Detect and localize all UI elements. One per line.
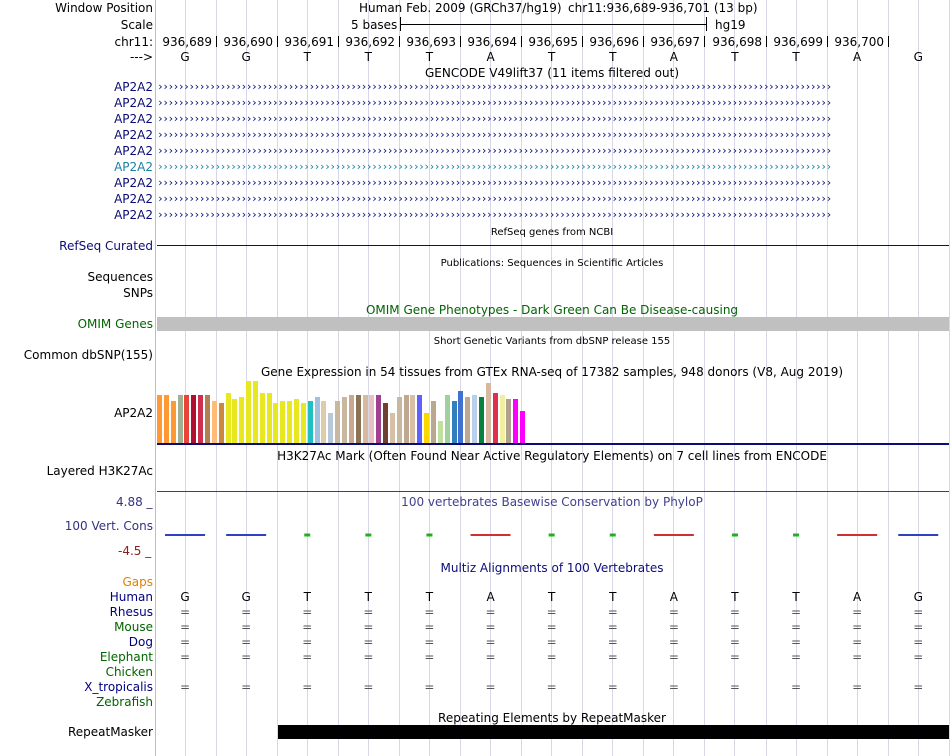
alignment-match: = (729, 635, 740, 649)
dbsnp-label[interactable]: Common dbSNP(155) (23, 348, 153, 362)
alignment-match: = (485, 650, 496, 664)
gencode-transcript[interactable]: ››››››››››››››››››››››››››››››››››››››››››››››››››››››››››››››››››››››››››››››››››››››››››››››››››››››››››››››››››››››››››››››››› (157, 98, 831, 108)
gtex-bar[interactable] (452, 401, 457, 443)
base-letter: A (486, 50, 495, 64)
alignment-match: = (852, 635, 863, 649)
gencode-transcript[interactable]: ››››››››››››››››››››››››››››››››››››››››››››››››››››››››››››››››››››››››››››››››››››››››››››››››››››››››››››››››››››››››››››››››› (157, 178, 831, 188)
alignment-match: = (241, 650, 252, 664)
gtex-track-title[interactable]: Gene Expression in 54 tissues from GTEx RNA-seq of 17382 samples, 948 donors (V8, Aug 2019) (260, 365, 844, 379)
scale-bar-right-tick (706, 17, 707, 31)
ruler-tick-label: 936,695 (528, 35, 578, 49)
species-label[interactable]: Rhesus (109, 605, 153, 619)
gtex-bar[interactable] (410, 395, 415, 443)
omim-track-title[interactable]: OMIM Gene Phenotypes - Dark Green Can Be Disease-causing (365, 303, 739, 317)
gtex-bar[interactable] (178, 395, 183, 443)
assembly-text: Human Feb. 2009 (GRCh37/hg19) (359, 1, 562, 15)
alignment-match: = (546, 635, 557, 649)
alignment-match: = (913, 650, 924, 664)
alignment-match: = (424, 680, 435, 694)
alignment-match: = (913, 605, 924, 619)
gtex-bar[interactable] (267, 393, 272, 443)
alignment-match: = (791, 620, 802, 634)
ruler-tick-label: 936,694 (467, 35, 517, 49)
alignment-match: = (729, 620, 740, 634)
species-label[interactable]: Human (109, 590, 153, 604)
ruler-tick-mark (582, 36, 583, 47)
gtex-bar[interactable] (226, 393, 231, 443)
refseq-label[interactable]: RefSeq Curated (59, 239, 153, 253)
species-label[interactable]: X_tropicalis (84, 680, 153, 694)
gtex-bar[interactable] (239, 397, 244, 443)
alignment-match: = (180, 635, 191, 649)
alignment-match: = (363, 650, 374, 664)
scale-bar-left-tick (400, 17, 401, 31)
alignment-match: = (607, 650, 618, 664)
gtex-bar[interactable] (458, 391, 463, 443)
repeat-track-title[interactable]: Repeating Elements by RepeatMasker (438, 711, 666, 725)
gtex-bar[interactable] (376, 395, 381, 443)
gtex-bar[interactable] (390, 413, 395, 443)
alignment-match: = (180, 650, 191, 664)
alignment-match: = (424, 635, 435, 649)
gtex-bar[interactable] (260, 393, 265, 443)
gencode-gene-label[interactable]: AP2A2 (114, 160, 153, 174)
omim-label[interactable]: OMIM Genes (77, 317, 153, 331)
species-label[interactable]: Elephant (99, 650, 153, 664)
ruler-tick-mark (399, 36, 400, 47)
ruler-tick-label: 936,696 (589, 35, 639, 49)
alignment-match: = (852, 650, 863, 664)
alignment-match: = (302, 635, 313, 649)
ruler-tick-mark (338, 36, 339, 47)
alignment-match: = (241, 635, 252, 649)
gencode-gene-label[interactable]: AP2A2 (114, 80, 153, 94)
gtex-bar[interactable] (397, 397, 402, 443)
alignment-match: = (241, 620, 252, 634)
gtex-bar[interactable] (191, 395, 196, 443)
alignment-match: = (668, 635, 679, 649)
gencode-track-title[interactable]: GENCODE V49lift37 (11 items filtered out) (424, 66, 680, 80)
ruler-tick-label: 936,699 (773, 35, 823, 49)
alignment-match: = (852, 680, 863, 694)
gtex-bar[interactable] (164, 395, 169, 443)
ruler-tick-label: 936,693 (406, 35, 456, 49)
pubs-label-sequences[interactable]: Sequences (87, 270, 153, 284)
alignment-base: G (180, 590, 190, 604)
alignment-base: A (669, 590, 678, 604)
alignment-match: = (485, 620, 496, 634)
repeat-element-bar[interactable] (278, 725, 949, 739)
alignment-match: = (607, 635, 618, 649)
alignment-match: = (302, 620, 313, 634)
ruler-tick-mark (704, 36, 705, 47)
alignment-match: = (180, 680, 191, 694)
alignment-match: = (607, 605, 618, 619)
omim-gene-bar[interactable] (157, 317, 949, 331)
gtex-bar[interactable] (500, 395, 505, 443)
gtex-bar[interactable] (294, 399, 299, 443)
scale-label: Scale (120, 18, 153, 32)
phylop-label[interactable]: 100 Vert. Cons (64, 519, 153, 533)
gencode-transcript[interactable]: ››››››››››››››››››››››››››››››››››››››››››››››››››››››››››››››››››››››››››››››››››››››››››››››››››››››››››››››››››››››››››››››››› (157, 194, 831, 204)
alignment-match: = (913, 620, 924, 634)
gencode-gene-label[interactable]: AP2A2 (114, 176, 153, 190)
alignment-match: = (485, 635, 496, 649)
alignment-match: = (180, 605, 191, 619)
phylop-wiggle[interactable] (0, 520, 950, 550)
alignment-match: = (729, 680, 740, 694)
ruler-tick-label: 936,689 (162, 35, 212, 49)
alignment-match: = (791, 650, 802, 664)
alignment-match: = (241, 680, 252, 694)
h3k27ac-label[interactable]: Layered H3K27Ac (46, 464, 153, 478)
gtex-bar[interactable] (438, 421, 443, 443)
species-label[interactable]: Chicken (105, 665, 153, 679)
gtex-bar[interactable] (315, 397, 320, 443)
alignment-match: = (302, 680, 313, 694)
base-letter: G (913, 50, 923, 64)
alignment-base: G (913, 590, 923, 604)
alignment-match: = (424, 605, 435, 619)
gtex-bar[interactable] (479, 397, 484, 443)
alignment-match: = (668, 620, 679, 634)
alignment-base: T (425, 590, 434, 604)
alignment-match: = (729, 605, 740, 619)
base-letter: A (669, 50, 678, 64)
base-letter: A (853, 50, 862, 64)
h3k27ac-track-title[interactable]: H3K27Ac Mark (Often Found Near Active Regulatory Elements) on 7 cell lines from ENCODE (277, 449, 827, 463)
alignment-match: = (852, 620, 863, 634)
ruler-tick-mark (766, 36, 767, 47)
alignment-match: = (424, 620, 435, 634)
gtex-bar[interactable] (472, 395, 477, 443)
alignment-base: T (547, 590, 556, 604)
alignment-match: = (485, 680, 496, 694)
refseq-track-title[interactable]: RefSeq genes from NCBI (490, 227, 614, 238)
gtex-bar[interactable] (219, 403, 224, 443)
species-label[interactable]: Gaps (122, 575, 153, 589)
alignment-base: A (853, 590, 862, 604)
alignment-match: = (668, 680, 679, 694)
gtex-label[interactable]: AP2A2 (114, 406, 153, 420)
gtex-bar[interactable] (486, 383, 491, 443)
alignment-match: = (791, 635, 802, 649)
alignment-base: T (609, 590, 617, 604)
gtex-bar[interactable] (212, 401, 217, 443)
ruler-tick-label: 936,698 (712, 35, 762, 49)
phylop-max: 4.88 _ (116, 495, 153, 509)
alignment-match: = (607, 680, 618, 694)
chrom-label[interactable]: chr11: (114, 35, 153, 49)
base-letter: T (609, 50, 617, 64)
gtex-bar[interactable] (417, 395, 422, 443)
gtex-bar[interactable] (198, 395, 203, 443)
gtex-bar[interactable] (520, 411, 525, 443)
gencode-gene-label[interactable]: AP2A2 (114, 192, 153, 206)
gtex-bar[interactable] (232, 399, 237, 443)
gtex-bar[interactable] (246, 381, 251, 443)
scale-bar (400, 24, 707, 25)
pubs-track-title[interactable]: Publications: Sequences in Scientific Articles (440, 258, 664, 269)
species-label[interactable]: Mouse (114, 620, 153, 634)
scale-text: 5 bases (351, 18, 398, 32)
alignment-match: = (546, 620, 557, 634)
gtex-bar[interactable] (321, 401, 326, 443)
alignment-base: T (303, 590, 311, 604)
gtex-bar[interactable] (280, 401, 285, 443)
alignment-match: = (791, 605, 802, 619)
alignment-match: = (363, 605, 374, 619)
base-letter: T (547, 50, 556, 64)
dbsnp-track-title[interactable]: Short Genetic Variants from dbSNP release 155 (433, 336, 671, 347)
gencode-transcript[interactable]: ››››››››››››››››››››››››››››››››››››››››››››››››››››››››››››››››››››››››››››››››››››››››››››››››››››››››››››››››››››››››››››››››› (157, 210, 831, 220)
strand-label: ---> (129, 50, 153, 64)
gtex-bar[interactable] (308, 401, 313, 443)
gtex-bar[interactable] (431, 401, 436, 443)
alignment-match: = (363, 635, 374, 649)
gtex-bar[interactable] (369, 395, 374, 443)
refseq-gene-line[interactable] (157, 245, 949, 246)
alignment-match: = (729, 650, 740, 664)
gtex-bar[interactable] (356, 395, 361, 443)
gencode-gene-label[interactable]: AP2A2 (114, 112, 153, 126)
alignment-match: = (791, 680, 802, 694)
ruler-tick-mark (460, 36, 461, 47)
gtex-bar[interactable] (328, 413, 333, 443)
base-letter: T (303, 50, 311, 64)
gencode-transcript[interactable]: ››››››››››››››››››››››››››››››››››››››››››››››››››››››››››››››››››››››››››››››››››››››››››››››››››››››››››››››››››››››››››››››››› (157, 82, 831, 92)
gtex-bar[interactable] (383, 403, 388, 443)
gtex-bar[interactable] (335, 401, 340, 443)
alignment-base: A (486, 590, 495, 604)
gencode-transcript[interactable]: ››››››››››››››››››››››››››››››››››››››››››››››››››››››››››››››››››››››››››››››››››››››››››››››››››››››››››››››››››››››››››››››››› (157, 162, 831, 172)
gencode-transcript[interactable]: ››››››››››››››››››››››››››››››››››››››››››››››››››››››››››››››››››››››››››››››››››››››››››››››››››››››››››››››››››››››››››››››››› (157, 130, 831, 140)
gencode-gene-label[interactable]: AP2A2 (114, 208, 153, 222)
gtex-bar[interactable] (171, 401, 176, 443)
gtex-bar[interactable] (363, 395, 368, 443)
ruler-tick-label: 936,697 (650, 35, 700, 49)
ruler-tick-label: 936,692 (345, 35, 395, 49)
alignment-match: = (913, 635, 924, 649)
alignment-match: = (668, 605, 679, 619)
gtex-bar[interactable] (445, 395, 450, 443)
alignment-base: T (364, 590, 373, 604)
gtex-bar[interactable] (342, 397, 347, 443)
gtex-bar[interactable] (157, 395, 162, 443)
base-letter: T (364, 50, 373, 64)
alignment-match: = (485, 605, 496, 619)
gtex-bar[interactable] (287, 401, 292, 443)
species-label[interactable]: Dog (128, 635, 153, 649)
ruler-tick-mark (521, 36, 522, 47)
repeat-label[interactable]: RepeatMasker (67, 725, 153, 739)
alignment-match: = (668, 650, 679, 664)
gencode-gene-label[interactable]: AP2A2 (114, 144, 153, 158)
alignment-base: T (731, 590, 739, 604)
alignment-base: G (241, 590, 251, 604)
gtex-bar[interactable] (493, 393, 498, 443)
ruler-tick-label: 936,691 (284, 35, 334, 49)
pubs-label-snps[interactable]: SNPs (123, 286, 153, 300)
alignment-base: T (792, 590, 800, 604)
position-text[interactable]: chr11:936,689-936,701 (13 bp) (568, 1, 758, 15)
ruler-tick-mark (216, 36, 217, 47)
gencode-transcript[interactable]: ››››››››››››››››››››››››››››››››››››››››››››››››››››››››››››››››››››››››››››››››››››››››››››››››››››››››››››››››››››››››››››››››› (157, 146, 831, 156)
ruler-tick-mark (643, 36, 644, 47)
ruler-tick-mark (888, 36, 889, 47)
ruler-tick-mark (827, 36, 828, 47)
alignment-match: = (363, 620, 374, 634)
label-separator (155, 0, 156, 756)
alignment-match: = (180, 620, 191, 634)
h3k27ac-baseline (157, 491, 949, 492)
gtex-bar[interactable] (506, 399, 511, 443)
alignment-match: = (546, 605, 557, 619)
gtex-bar[interactable] (404, 395, 409, 443)
gencode-gene-label[interactable]: AP2A2 (114, 128, 153, 142)
alignment-match: = (607, 620, 618, 634)
gtex-bar[interactable] (424, 413, 429, 443)
base-letter: T (731, 50, 739, 64)
base-letter: T (792, 50, 800, 64)
alignment-match: = (852, 605, 863, 619)
alignment-match: = (913, 680, 924, 694)
base-letter: T (425, 50, 434, 64)
gencode-gene-label[interactable]: AP2A2 (114, 96, 153, 110)
gtex-bar[interactable] (253, 381, 258, 443)
alignment-match: = (424, 650, 435, 664)
gtex-bar[interactable] (205, 395, 210, 443)
ruler-tick-mark (277, 36, 278, 47)
alignment-match: = (363, 680, 374, 694)
multiz-track-title[interactable]: Multiz Alignments of 100 Vertebrates (440, 561, 664, 575)
gtex-bar[interactable] (184, 395, 189, 443)
alignment-match: = (302, 605, 313, 619)
base-letter: G (241, 50, 251, 64)
scale-db: hg19 (715, 18, 746, 32)
alignment-match: = (546, 680, 557, 694)
alignment-match: = (546, 650, 557, 664)
base-letter: G (180, 50, 190, 64)
window-position-label: Window Position (55, 1, 153, 15)
phylop-min: -4.5 _ (118, 544, 152, 558)
gtex-bar[interactable] (513, 399, 518, 443)
gtex-bar[interactable] (465, 397, 470, 443)
gtex-bar[interactable] (273, 403, 278, 443)
gtex-baseline (157, 443, 949, 445)
alignment-match: = (241, 605, 252, 619)
gencode-transcript[interactable]: ››››››››››››››››››››››››››››››››››››››››››››››››››››››››››››››››››››››››››››››››››››››››››››››››››››››››››››››››››››››››››››››››› (157, 114, 831, 124)
gtex-bar[interactable] (301, 403, 306, 443)
alignment-match: = (302, 650, 313, 664)
ruler-tick-label: 936,700 (834, 35, 884, 49)
phylop-track-title[interactable]: 100 vertebrates Basewise Conservation by PhyloP (401, 495, 703, 509)
species-label[interactable]: Zebrafish (96, 695, 153, 709)
gtex-bar[interactable] (349, 395, 354, 443)
ruler-tick-label: 936,690 (223, 35, 273, 49)
